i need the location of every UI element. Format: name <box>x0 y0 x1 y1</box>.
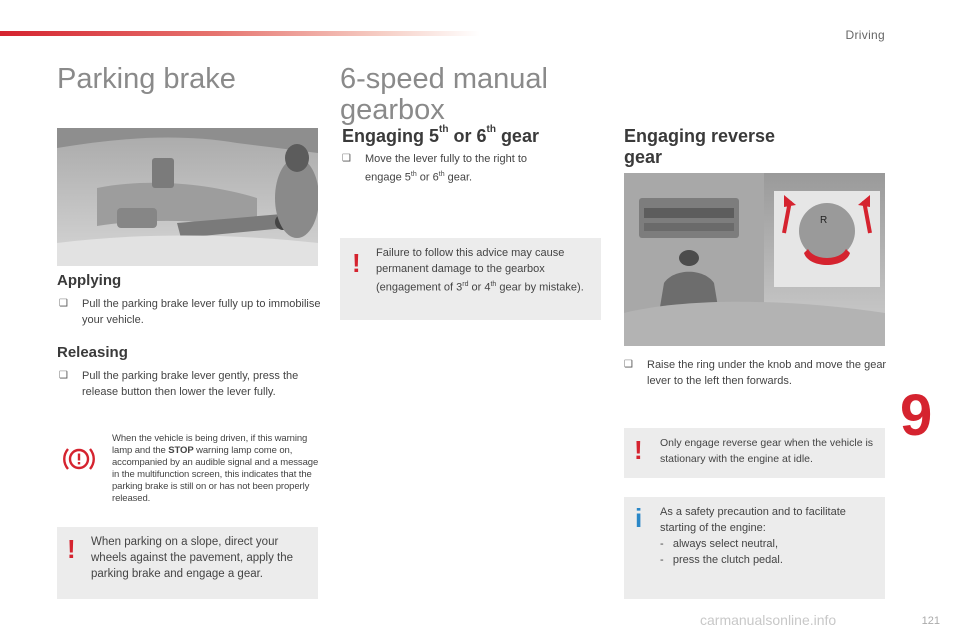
chapter-title: Driving <box>845 28 885 42</box>
slope-note-box <box>57 527 318 599</box>
releasing-heading: Releasing <box>57 344 128 361</box>
note-sup: rd <box>462 281 469 288</box>
releasing-bullet <box>59 368 327 400</box>
checkbox-bullet-icon: ❑ <box>342 153 351 164</box>
engaging-reverse-heading <box>624 126 775 168</box>
page-number: 121 <box>921 615 940 627</box>
note-text: or 4 <box>468 281 491 294</box>
heading-sup: th <box>439 124 449 135</box>
watermark: carmanualsonline.info <box>700 612 837 628</box>
exclamation-icon: ! <box>67 534 76 564</box>
stationary-note-box <box>624 428 885 478</box>
safety-item-1: - always select neutral, <box>660 538 779 550</box>
safety-note-box <box>624 497 885 599</box>
engaging-5-6-heading <box>342 126 539 147</box>
safety-item-2: - press the clutch pedal. <box>660 554 783 566</box>
releasing-text: Pull the parking brake lever gently, press the release button then lower the lever fully. <box>82 370 299 398</box>
reverse-bullet <box>624 357 887 389</box>
failure-note-box <box>340 238 601 320</box>
chapter-number: 9 <box>900 383 933 448</box>
warning-note-part1: When the vehicle is being driven, if this warning lamp and the <box>112 433 308 456</box>
applying-heading: Applying <box>57 272 122 289</box>
safety-note-text <box>660 504 880 568</box>
gearbox-title-line2: gearbox <box>340 94 445 126</box>
applying-bullet <box>59 296 322 328</box>
note-text: Failure to follow this advice may cause permanent damage to the gearbox (engagement of 3 <box>376 247 565 294</box>
slope-note-text: When parking on a slope, direct your wheels against the pavement, apply the parking brake and engage a gear. <box>91 536 294 580</box>
note-text: gear by mistake). <box>496 281 584 294</box>
heading-line2: gear <box>624 147 663 167</box>
reverse-bullet-text: Raise the ring under the knob and move the gear lever to the left then forwards. <box>647 359 887 387</box>
bullet-text: or 6 <box>416 171 439 184</box>
warning-note-part2: warning lamp come on, accompanied by an audible signal and a message in the multifunction screen, this indicates that the parking brake is still on or has not been properly released. <box>112 445 319 504</box>
heading-sup: th <box>486 124 496 135</box>
safety-item-text: press the clutch pedal. <box>672 554 783 566</box>
bullet-text: Move the lever fully to the right to engage 5 <box>365 153 528 184</box>
stop-label: STOP <box>168 445 194 456</box>
svg-text:R: R <box>820 215 828 226</box>
engaging-5-6-bullet <box>342 151 560 186</box>
parking-brake-title: Parking brake <box>57 63 236 95</box>
exclamation-icon: ! <box>634 435 643 465</box>
failure-note-text <box>376 245 591 296</box>
heading-line1: Engaging reverse <box>624 126 776 146</box>
safety-item-text: always select neutral, <box>672 538 779 550</box>
gearbox-title <box>340 64 548 126</box>
parking-brake-photo <box>57 128 318 266</box>
parking-brake-warning-icon <box>62 446 96 472</box>
exclamation-icon: ! <box>352 248 361 278</box>
heading-text: Engaging 5 <box>342 126 440 146</box>
gearbox-title-line1: 6-speed manual <box>340 63 548 95</box>
top-accent-bar <box>0 31 480 36</box>
safety-intro: As a safety precaution and to facilitate starting of the engine: <box>660 506 846 534</box>
heading-text: gear <box>495 126 539 146</box>
checkbox-bullet-icon: ❑ <box>624 359 633 370</box>
note-sup: th <box>490 281 497 288</box>
applying-text: Pull the parking brake lever fully up to immobilise your vehicle. <box>82 298 321 326</box>
checkbox-bullet-icon: ❑ <box>59 370 68 381</box>
bullet-sup: th <box>438 171 445 178</box>
checkbox-bullet-icon: ❑ <box>59 298 68 309</box>
reverse-gear-photo <box>624 173 885 346</box>
info-icon: i <box>635 503 643 533</box>
heading-text: or 6 <box>448 126 487 146</box>
bullet-text: gear. <box>444 171 473 184</box>
warning-lamp-note <box>112 433 320 505</box>
bullet-sup: th <box>410 171 417 178</box>
stationary-note-text: Only engage reverse gear when the vehicle is stationary with the engine at idle. <box>660 437 874 465</box>
